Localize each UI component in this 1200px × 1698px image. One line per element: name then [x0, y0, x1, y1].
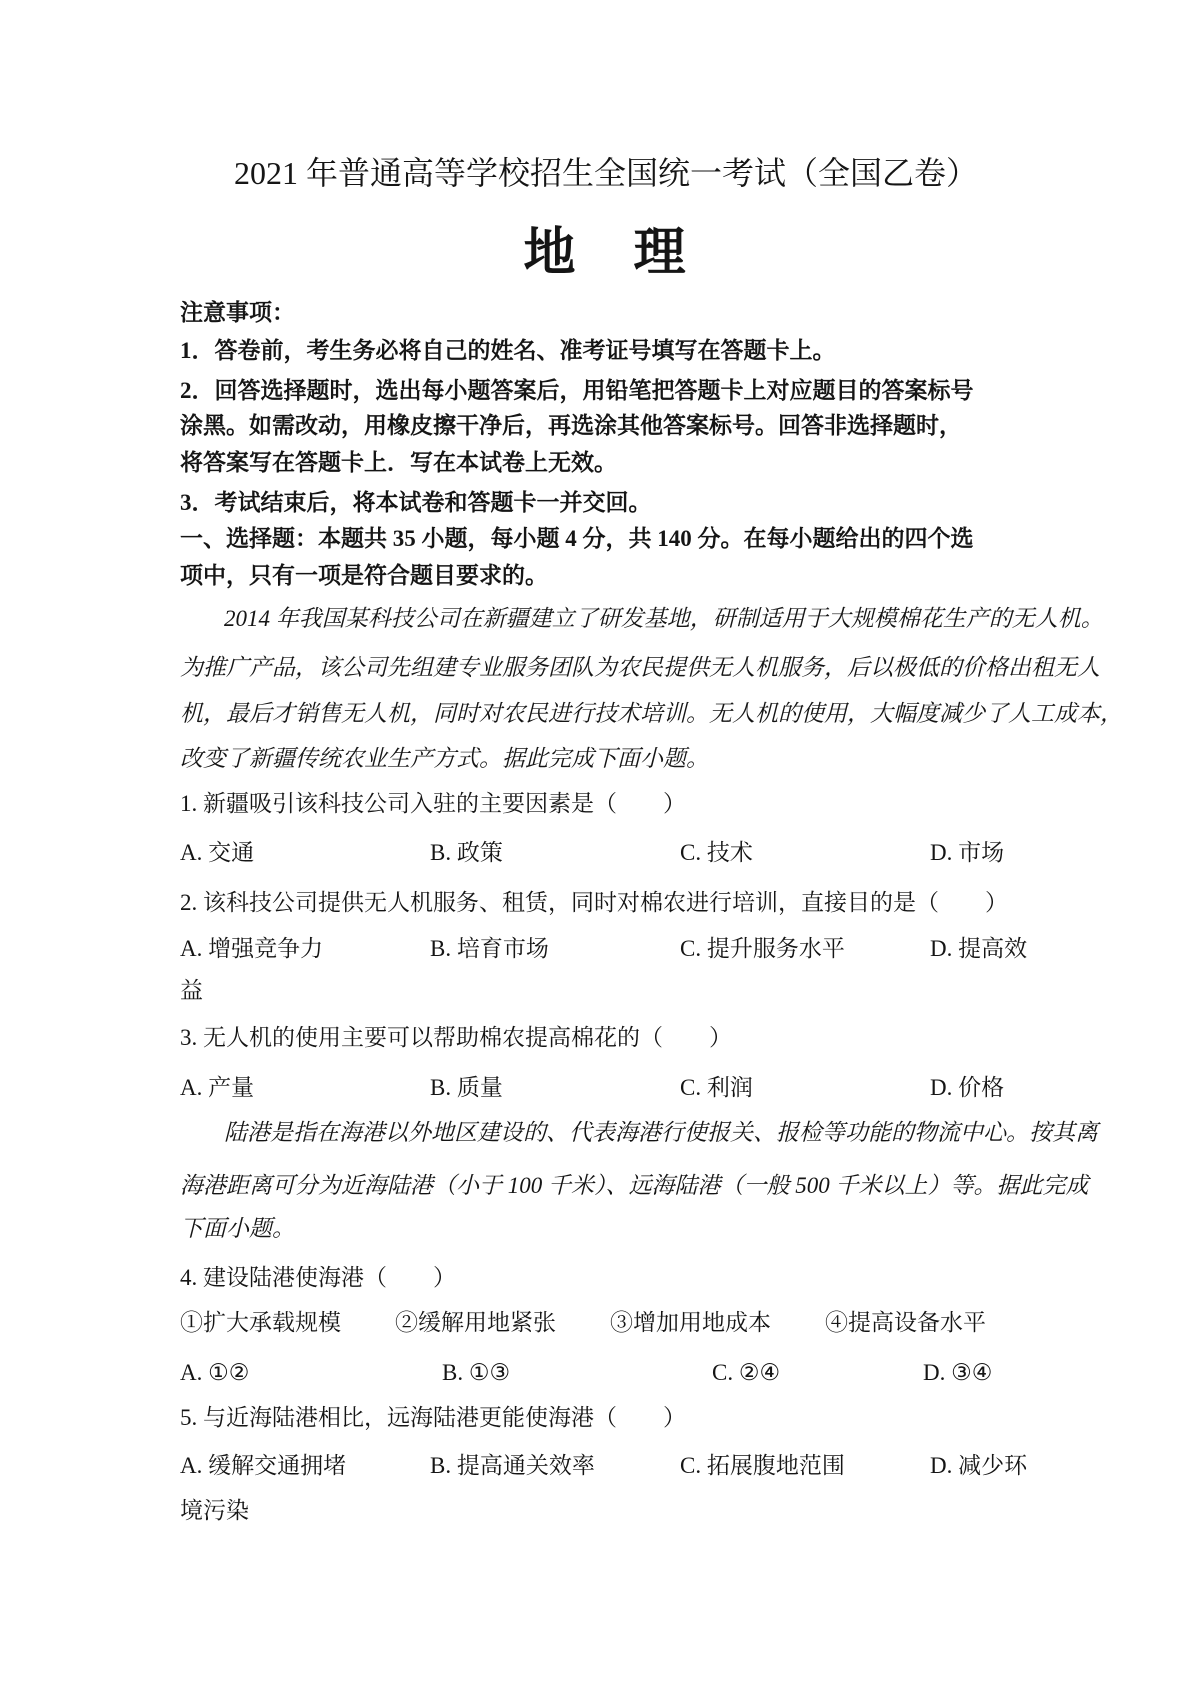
question-4-numbered-items [180, 1308, 1032, 1338]
section-1-heading-line-1: 一、选择题：本题共 35 小题，每小题 4 分，共 140 分。在每小题给出的四个选 [180, 526, 974, 551]
question-4-option-b: B. ①③ [442, 1360, 511, 1385]
question-1-option-b: B. 政策 [430, 840, 503, 865]
passage-1-line-4: 改变了新疆传统农业生产方式。据此完成下面小题。 [180, 746, 709, 771]
question-3-options [180, 1073, 1032, 1103]
notice-item-2-line-2: 涂黑。如需改动，用橡皮擦干净后，再选涂其他答案标号。回答非选择题时， [180, 413, 962, 438]
question-4-item-2: ②缓解用地紧张 [395, 1310, 556, 1335]
notice-item-2-line-3: 将答案写在答题卡上．写在本试卷上无效。 [180, 450, 617, 475]
passage-1-line-1: 2014 年我国某科技公司在新疆建立了研发基地，研制适用于大规模棉花生产的无人机。 [224, 606, 1104, 631]
question-1-stem: 1. 新疆吸引该科技公司入驻的主要因素是（ ） [180, 791, 686, 816]
question-2-option-d-overflow: 益 [180, 978, 203, 1003]
question-3-stem: 3. 无人机的使用主要可以帮助棉农提高棉花的（ ） [180, 1025, 732, 1050]
notice-heading: 注意事项： [180, 300, 295, 325]
question-3-option-b: B. 质量 [430, 1075, 503, 1100]
passage-1-line-2: 为推广产品，该公司先组建专业服务团队为农民提供无人机服务，后以极低的价格出租无人 [180, 655, 1100, 680]
notice-item-2-line-1: 2．回答选择题时，选出每小题答案后，用铅笔把答题卡上对应题目的答案标号 [180, 378, 974, 403]
question-4-option-d: D. ③④ [923, 1360, 993, 1385]
question-2-option-b: B. 培育市场 [430, 936, 549, 961]
question-4-item-3: ③增加用地成本 [610, 1310, 771, 1335]
question-4-options [180, 1358, 1032, 1388]
notice-item-1: 1．答卷前，考生务必将自己的姓名、准考证号填写在答题卡上。 [180, 338, 836, 363]
question-3-option-d: D. 价格 [930, 1075, 1005, 1100]
question-5-option-a: A. 缓解交通拥堵 [180, 1453, 347, 1478]
question-4-item-4: ④提高设备水平 [825, 1310, 986, 1335]
question-3-option-a: A. 产量 [180, 1075, 255, 1100]
question-4-option-a: A. ①② [180, 1360, 250, 1385]
passage-2-line-2: 海港距离可分为近海陆港（小于 100 千米）、远海陆港（一般 500 千米以上）等。据此完成 [180, 1173, 1089, 1198]
passage-2-line-3: 下面小题。 [180, 1216, 295, 1241]
question-4-item-1: ①扩大承载规模 [180, 1310, 341, 1335]
exam-title: 2021 年普通高等学校招生全国统一考试（全国乙卷） [233, 155, 978, 191]
question-5-options [180, 1451, 1032, 1481]
question-4-stem: 4. 建设陆港使海港（ ） [180, 1265, 456, 1290]
question-3-option-c: C. 利润 [680, 1075, 753, 1100]
question-5-option-b: B. 提高通关效率 [430, 1453, 595, 1478]
passage-2-line-1: 陆港是指在海港以外地区建设的、代表海港行使报关、报检等功能的物流中心。按其离 [224, 1120, 1098, 1145]
question-1-options [180, 838, 1032, 868]
question-5-option-d-overflow: 境污染 [180, 1498, 249, 1523]
question-5-stem: 5. 与近海陆港相比，远海陆港更能使海港（ ） [180, 1405, 686, 1430]
question-1-option-d: D. 市场 [930, 840, 1005, 865]
exam-subject: 地 理 [523, 225, 689, 282]
question-2-option-c: C. 提升服务水平 [680, 936, 845, 961]
question-5-option-c: C. 拓展腹地范围 [680, 1453, 845, 1478]
question-2-stem: 2. 该科技公司提供无人机服务、租赁，同时对棉农进行培训，直接目的是（ ） [180, 890, 1008, 915]
question-2-option-d: D. 提高效 [930, 936, 1028, 961]
section-1-heading-line-2: 项中，只有一项是符合题目要求的。 [180, 563, 548, 588]
question-2-option-a: A. 增强竞争力 [180, 936, 324, 961]
question-5-option-d: D. 减少环 [930, 1453, 1028, 1478]
passage-1-line-3: 机，最后才销售无人机，同时对农民进行技术培训。无人机的使用，大幅度减少了人工成本， [180, 701, 1123, 726]
question-1-option-a: A. 交通 [180, 840, 255, 865]
question-4-option-c: C. ②④ [712, 1360, 781, 1385]
question-1-option-c: C. 技术 [680, 840, 753, 865]
question-2-options [180, 934, 1032, 964]
notice-item-3: 3．考试结束后，将本试卷和答题卡一并交回。 [180, 490, 652, 515]
